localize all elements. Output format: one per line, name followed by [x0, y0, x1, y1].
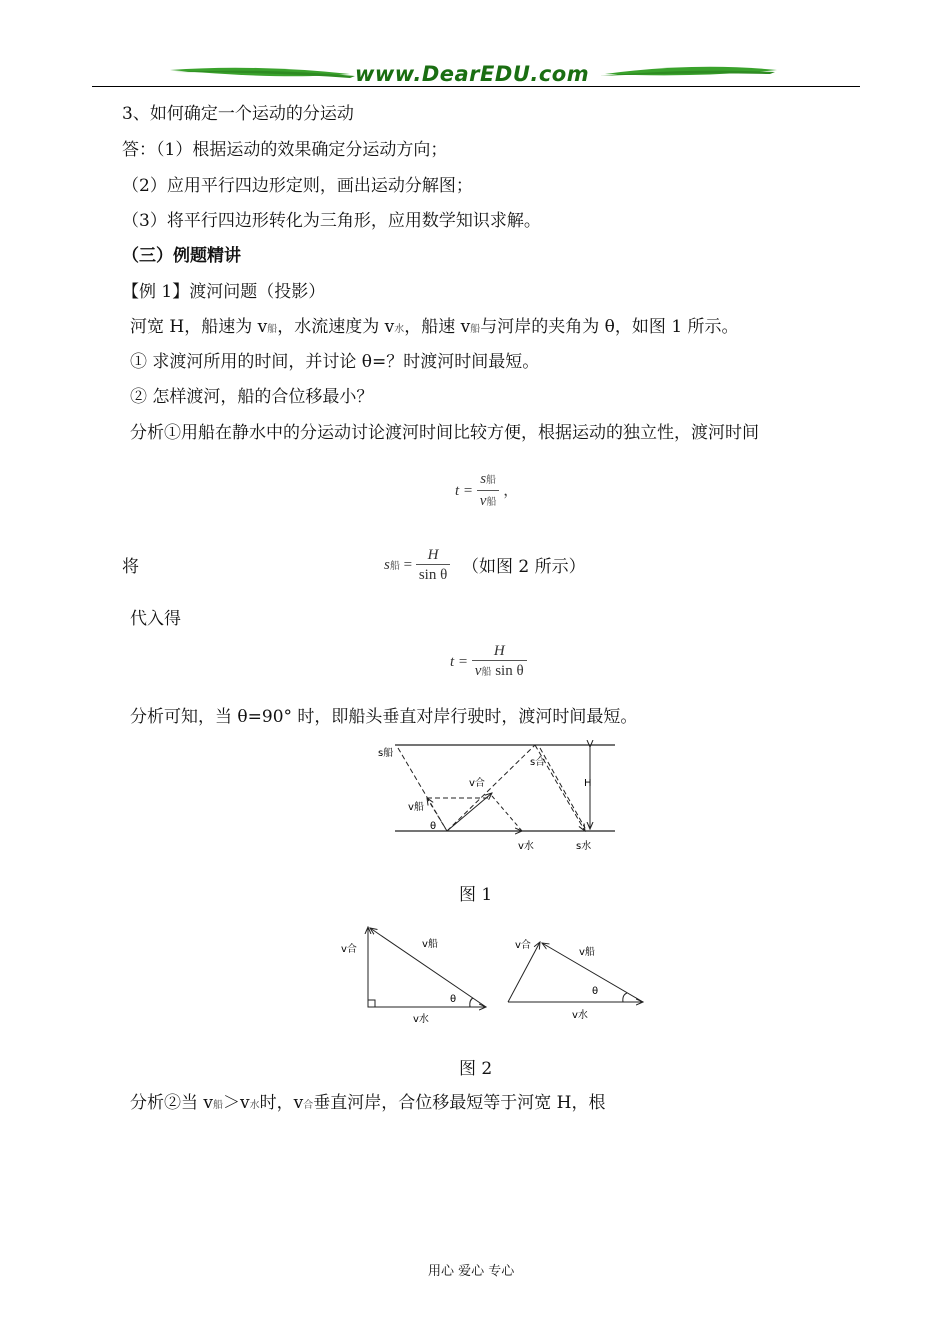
eq2-fraction — [416, 546, 450, 585]
fig2-right-v-boat-label: v船 — [579, 947, 595, 958]
answer-1: 答：（1）根据运动的效果确定分运动方向； — [122, 140, 448, 160]
fig2-right-v-water-label: v水 — [572, 1010, 588, 1021]
desc-sub: 船 — [470, 324, 481, 335]
fig2-right-v-he-label: v合 — [515, 940, 531, 951]
analysis2-part: 垂直河岸，合位移最短等于河宽 H，根 — [313, 1093, 606, 1113]
desc-sub: 船 — [267, 324, 278, 335]
eq1-tail: ， — [503, 482, 519, 499]
analysis-1: 分析①用船在静水中的分运动讨论渡河时间比较方便，根据运动的独立性，渡河时间 — [130, 423, 759, 443]
sub-question-1: ① 求渡河所用的时间，并讨论 θ=？时渡河时间最短。 — [130, 352, 540, 372]
figure-1 — [370, 738, 630, 860]
eq3-den: v — [474, 663, 482, 679]
fig2-right-v-he — [508, 942, 540, 1002]
eq2-den: sin θ — [418, 567, 448, 583]
analysis-2 — [130, 1092, 605, 1117]
desc-part: ，船速 v — [404, 317, 471, 337]
figure-2-caption: 图 2 — [459, 1059, 493, 1079]
jiang-label: 将 — [122, 557, 139, 577]
s-he-line — [447, 745, 535, 831]
fig2-right-angle-arc — [623, 993, 627, 1002]
eq2-lhs-sub: 船 — [389, 560, 400, 572]
eq3-den-tail: sin θ — [491, 663, 524, 679]
fig2-right-theta-label: θ — [592, 986, 599, 997]
figure-2 — [338, 922, 658, 1032]
eq1-num-sub: 船 — [486, 475, 497, 486]
section-heading: （三）例题精讲 — [122, 246, 241, 266]
analysis2-sub: 合 — [303, 1100, 314, 1111]
eq2-lhs: s — [384, 556, 390, 573]
fig1-s-water-label: s水 — [576, 841, 592, 852]
figure-2-reference: （如图 2 所示） — [462, 557, 586, 577]
fig1-v-boat-label: v船 — [408, 802, 424, 813]
eq1-den-sub: 船 — [486, 497, 497, 508]
fig2-left-v-boat-label: v船 — [422, 939, 438, 950]
eq3-fraction — [472, 642, 527, 683]
question-3: 3、如何确定一个运动的分运动 — [122, 104, 354, 124]
fig1-s-boat-label: s船 — [378, 748, 394, 759]
sub-question-2: ② 怎样渡河，船的合位移最小？ — [130, 387, 374, 407]
fig1-H-label: H — [584, 778, 592, 789]
fig1-theta-label: θ — [430, 821, 437, 832]
desc-part: ，水流速度为 v — [277, 317, 395, 337]
desc-sub: 水 — [394, 324, 405, 335]
equation-2 — [384, 546, 450, 585]
fig1-v-water-label: v水 — [518, 841, 534, 852]
v-he-vector — [447, 793, 492, 831]
eq3-num: H — [472, 642, 527, 661]
equation-1 — [455, 470, 518, 513]
fig2-left-v-water-label: v水 — [413, 1014, 429, 1025]
fig1-s-he-label: s合 — [530, 757, 546, 768]
conclusion: 分析可知，当 θ=90° 时，即船头垂直对岸行驶时，渡河时间最短。 — [130, 707, 638, 727]
analysis2-part: 时，v — [259, 1093, 304, 1113]
equation-3 — [450, 642, 527, 683]
eq2-num: H — [416, 546, 450, 565]
analysis2-sub: 水 — [249, 1100, 260, 1111]
page-header — [0, 0, 950, 95]
example-description — [130, 316, 739, 341]
fig2-left-angle-arc — [470, 998, 473, 1007]
answer-3: （3）将平行四边形转化为三角形，应用数学知识求解。 — [122, 211, 541, 231]
dairu-label: 代入得 — [130, 609, 181, 629]
logo-text: www.DearEDU.com — [355, 62, 590, 86]
eq1-lhs: t = — [455, 482, 474, 499]
fig1-v-he-label: v合 — [469, 778, 485, 789]
fig2-right-angle — [368, 1000, 375, 1007]
eq3-lhs: t = — [450, 653, 469, 670]
fig2-left-v-he-label: v合 — [341, 944, 357, 955]
page-footer: 用心 爱心 专心 — [428, 1264, 515, 1279]
analysis2-sub: 船 — [213, 1100, 224, 1111]
eq1-den: v — [479, 493, 487, 509]
desc-part: 与河岸的夹角为 θ，如图 1 所示。 — [480, 317, 739, 337]
eq3-den-sub: 船 — [481, 667, 492, 678]
desc-part: 河宽 H，船速为 v — [130, 317, 268, 337]
analysis2-part: 分析②当 v — [130, 1093, 214, 1113]
dash-to-swater — [540, 748, 585, 828]
header-rule — [92, 86, 860, 87]
parallel-right — [492, 796, 522, 831]
eq1-fraction — [477, 470, 500, 513]
figure-1-caption: 图 1 — [459, 885, 493, 905]
answer-2: （2）应用平行四边形定则，画出运动分解图； — [122, 176, 473, 196]
eq2-eqsign: = — [403, 556, 413, 573]
analysis2-part: ＞v — [223, 1093, 250, 1113]
example-title: 【例 1】渡河问题（投影） — [122, 282, 326, 302]
eq1-num: s — [480, 471, 487, 487]
fig2-left-theta-label: θ — [450, 994, 457, 1005]
